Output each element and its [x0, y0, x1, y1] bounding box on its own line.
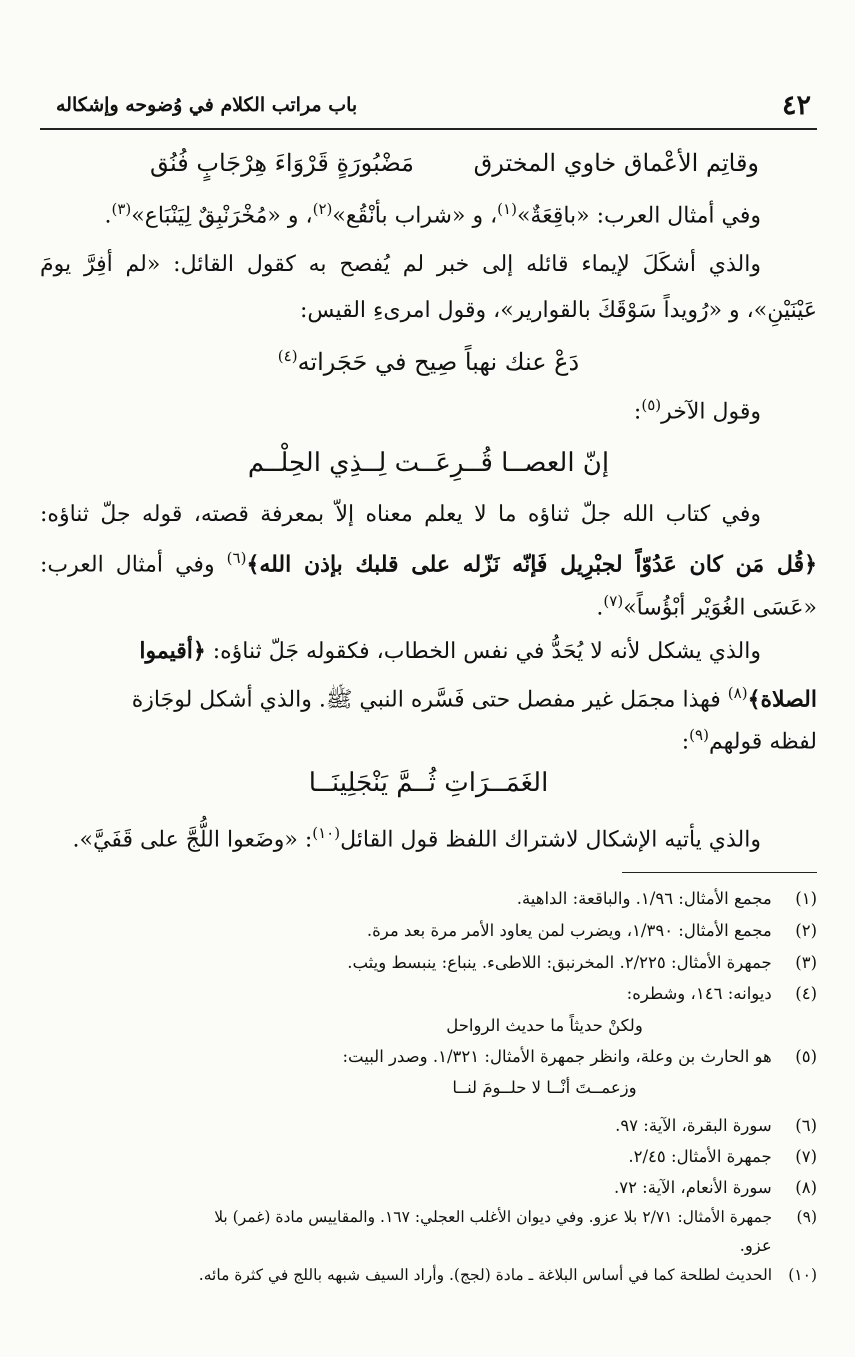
quran-quote: ﴿قُل مَن كان عَدُوّاً لجبْرِيل فَإنّه نَزّله على قلبك بإذن الله﴾	[246, 551, 818, 578]
paragraph-line: الصلاة﴾$^{(٨)}$ فهذا مجمَل غير مفصل حتى فَسَّره النبي ﷺ. والذي أشكل لوجَازة	[131, 684, 817, 713]
paragraph-line: وفي كتاب الله جلّ ثناؤه ما لا يعلم معناه إلاّ بمعرفة قصته، قوله جلّ ثناؤه:	[40, 502, 761, 527]
footnote: (٨) سورة الأنعام، الآية: ٧٢.	[613, 1178, 817, 1197]
paragraph-line: «عَسَى الغُوَيْر أبْؤُساً»$^{(٧)}$.	[596, 592, 817, 621]
paragraph-line: وفي أمثال العرب: «باقِعَةٌ»$^{(١)}$، و «شراب بأنْقُع»$^{(٢)}$، و «مُخْرَنْبِقٌ لِيَنْبَاع»$^{(٣)}$.	[104, 200, 761, 229]
footnote-ref: (٩)	[689, 726, 709, 744]
footnote-ref: (٦)	[226, 549, 247, 567]
footnote-ref: (١)	[497, 200, 517, 218]
footnote-ref: (٢)	[312, 200, 333, 218]
verse-hemistich-right: وقاتِم الأعْماق خاوي المخترق	[473, 149, 759, 177]
paragraph-line: والذي يأتيه الإشكال لاشتراك اللفظ قول القائل$^{(١٠)}$: «وضَعوا اللُّجَّ على قَفَيَّ».	[72, 824, 761, 853]
footnote: (١٠) الحديث لطلحة كما في أساس البلاغة ـ مادة (لجج). وأراد السيف شبهه باللج في كثرة مائه.	[198, 1266, 817, 1284]
paragraph-line: عَيْنَيْنِ»، و «رُويداً سَوْقَكَ بالقوارير»، وقول امرىءِ القيس:	[300, 298, 817, 323]
page-header	[40, 88, 817, 130]
verse-line-3: إنّ العصــا قُــرِعَــت لِــذِي الحِلْــم	[247, 448, 610, 478]
footnote-ref: (٧)	[603, 592, 624, 610]
running-title: باب مراتب الكلام في وُضوحه وإشكاله	[56, 94, 358, 116]
footnote-ref: (١٠)	[312, 824, 341, 842]
footnote-ref: (٣)	[111, 200, 132, 218]
paragraph-line: لفظه قولهم$^{(٩)}$:	[681, 726, 817, 755]
footnote-ref: (٤)	[277, 347, 298, 365]
footnote: (٦) سورة البقرة، الآية: ٩٧.	[615, 1116, 817, 1135]
paragraph-line: والذي أشكَلَ لإيماء قائله إلى خبر لم يُفصح به كقول القائل: «لم أفِرَّ يومَ	[40, 252, 761, 277]
footnote: (٢) مجمع الأمثال: ١/٣٩٠، ويضرب لمن يعاود الأمر مرة بعد مرة.	[366, 921, 817, 940]
footnote: (٣) جمهرة الأمثال: ٢/٢٢٥. المخرنبق: اللاطىء. ينباع: ينبسط ويثب.	[347, 953, 817, 972]
footnote-continuation: عزو.	[739, 1236, 772, 1255]
footnote: (١) مجمع الأمثال: ١/٩٦. والباقعة: الداهية.	[516, 889, 817, 908]
verse-line-4: الغَمَــرَاتِ ثُــمَّ يَنْجَلِينَــا	[308, 768, 549, 798]
footnote: (٥) هو الحارث بن وعلة، وانظر جمهرة الأمثال: ١/٣٢١. وصدر البيت:	[342, 1047, 817, 1066]
footnote: (٩) جمهرة الأمثال: ٢/٧١ بلا عزو. وفي ديوان الأغلب العجلي: ١٦٧. والمقاييس مادة (غمر) بلا	[214, 1208, 817, 1226]
paragraph-line: والذي يشكل لأنه لا يُحَدُّ في نفس الخطاب، فكقوله جَلّ ثناؤه: ﴿أقيموا	[139, 638, 761, 664]
footnote: (٧) جمهرة الأمثال: ٢/٤٥.	[628, 1147, 817, 1166]
paragraph-line: ﴿قُل مَن كان عَدُوّاً لجبْرِيل فَإنّه نَزّله على قلبك بإذن الله﴾$^{(٦)}$ وفي أمثال العرب:	[40, 549, 818, 578]
verse-hemistich-left: مَضْبُورَةٍ قَرْوَاءَ هِرْجَابٍ فُنُق	[150, 149, 414, 177]
footnote: (٤) ديوانه: ١٤٦، وشطره:	[626, 984, 817, 1003]
footnote-ref: (٨)	[727, 684, 748, 702]
verse-line-2: دَعْ عنك نهباً صِيح في حَجَراته$^{(٤)}$	[277, 347, 580, 376]
footnote-ref: (٥)	[641, 396, 662, 414]
paragraph-line: وقول الآخر$^{(٥)}$:	[633, 396, 761, 425]
page-number: ٤٢	[781, 90, 811, 121]
quran-quote: الصلاة﴾	[747, 686, 817, 713]
quran-quote: ﴿أقيموا	[139, 638, 206, 664]
book-page: ٤٢ باب مراتب الكلام في وُضوحه وإشكاله وقاتِم الأعْماق خاوي المخترق مَضْبُورَةٍ قَرْوَاءَ هِرْجَابٍ فُنُق وفي أمثال العرب: «باقِعَةٌ»$^{(١)}$، و «شراب بأنْقُع»$^{(٢)}$، و «مُخْرَنْبِقٌ لِيَنْبَاع»$^{(٣)}$. والذي أشكَلَ لإيماء قائله إلى خبر لم يُفصح به كقول القائل: «لم أفِرَّ يومَ عَيْنَيْنِ»، و «رُويداً سَوْقَكَ بالقوارير»، وقول امرىءِ القيس: دَعْ عنك نهباً صِيح في حَجَراته$^{(٤)}$ وقول الآخر$^{(٥)}$: إنّ العصــا قُــرِعَــت لِــذِي الحِلْــم وفي كتاب الله جلّ ثناؤه ما لا يعلم معناه إلاّ بمعرفة قصته، قوله جلّ ثناؤه: ﴿قُل مَن كان عَدُوّاً لجبْرِيل فَإنّه نَزّله على قلبك بإذن الله﴾$^{(٦)}$ وفي أمثال العرب: «عَسَى الغُوَيْر أبْؤُساً»$^{(٧)}$. والذي يشكل لأنه لا يُحَدُّ في نفس الخطاب، فكقوله جَلّ ثناؤه: ﴿أقيموا الصلاة﴾$^{(٨)}$ فهذا مجمَل غير مفصل حتى فَسَّره النبي ﷺ. والذي أشكل لوجَازة لفظه قولهم$^{(٩)}$: الغَمَــرَاتِ ثُــمَّ يَنْجَلِينَــا والذي يأتيه الإشكال لاشتراك اللفظ قول القائل$^{(١٠)}$: «وضَعوا اللُّجَّ على قَفَيَّ». (١) مجمع الأمثال: ١/٩٦. والباقعة: الداهية. (٢) مجمع الأمثال: ١/٣٩٠، ويضرب لمن يعاود الأمر مرة بعد مرة. (٣) جمهرة الأمثال: ٢/٢٢٥. المخرنبق: اللاطىء. ينباع: ينبسط ويثب. (٤) ديوانه: ١٤٦، وشطره: ولكنْ حديثاً ما حديث الرواحل (٥) هو الحارث بن وعلة، وانظر جمهرة الأمثال: ١/٣٢١. وصدر البيت: وزعمــتَ أنْــا لا حلــومَ لنــا (٦) سورة البقرة، الآية: ٩٧. (٧) جمهرة الأمثال: ٢/٤٥. (٨) سورة الأنعام، الآية: ٧٢. (٩) جمهرة الأمثال: ٢/٧١ بلا عزو. وفي ديوان الأغلب العجلي: ١٦٧. والمقاييس مادة (غمر) بلا عزو. (١٠) الحديث لطلحة كما في أساس البلاغة ـ مادة (لجج). وأراد السيف شبهه باللج في كثرة مائه.	[0, 0, 855, 1357]
footnote-separator	[622, 872, 817, 873]
